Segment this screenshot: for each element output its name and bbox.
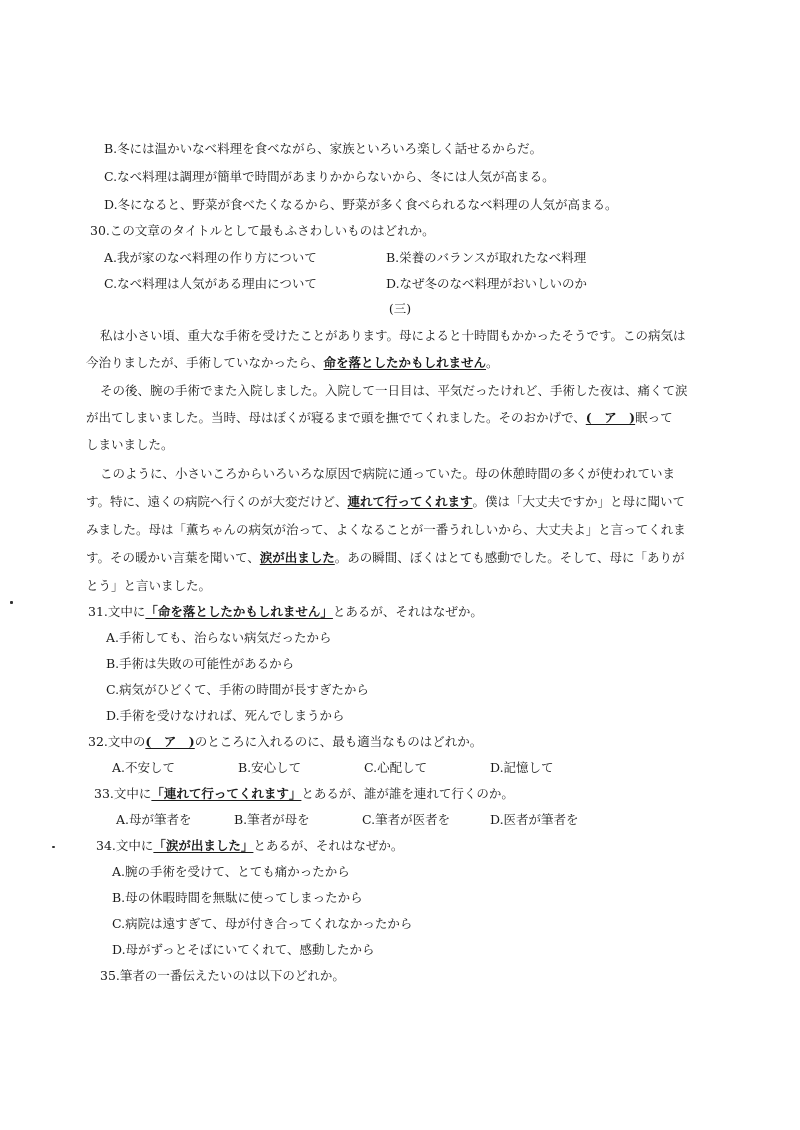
passage-p3-line2 — [86, 493, 685, 511]
q30-option-b: B.栄養のバランスが取れたなべ料理 — [386, 250, 587, 265]
q34-option-c: C.病院は遠すぎて、母が付き合ってくれなかったから — [112, 916, 413, 931]
q32-question — [88, 733, 482, 751]
q31-question — [88, 603, 483, 621]
question-quote: 「連れて行ってくれます」 — [151, 786, 302, 801]
underlined-phrase-1: 命を落としたかもしれません — [323, 355, 487, 370]
question-text: とあるが、それはなぜか。 — [332, 604, 483, 619]
passage-text: 。僕は「大丈夫ですか」と母に聞いて — [472, 494, 686, 509]
passage-text: 。あの瞬間、ぼくはとても感動でした。そして、母に「ありが — [334, 550, 685, 565]
passage-p3-line1: このように、小さいころからいろいろな原因で病院に通っていた。母の休憩時間の多くが使われていま — [100, 466, 676, 481]
q29-option-d: D.冬になると、野菜が食べたくなるから、野菜が多く食べられるなべ料理の人気が高まる。 — [104, 197, 618, 212]
passage-text: 。 — [486, 355, 499, 370]
passage-p3-line3: みました。母は「薫ちゃんの病気が治って、よくなることが一番うれしいから、大丈夫よ」と言ってくれま — [86, 522, 686, 537]
q30-option-a: A.我が家のなべ料理の作り方について — [104, 250, 317, 265]
question-text: とあるが、それはなぜか。 — [253, 838, 404, 853]
question-text: 31.文中に — [88, 604, 146, 619]
q32-option-b: B.安心して — [238, 760, 302, 775]
question-quote: 「涙が出ました」 — [153, 838, 254, 853]
section-heading: (三) — [388, 301, 412, 316]
q31-option-c: C.病気がひどくて、手術の時間が長すぎたから — [106, 682, 369, 697]
question-text: とあるが、誰が誰を連れて行くのか。 — [301, 786, 514, 801]
q31-option-d: D.手術を受けなければ、死んでしまうから — [106, 708, 345, 723]
scan-speck — [52, 846, 55, 848]
q35-question: 35.筆者の一番伝えたいのは以下のどれか。 — [100, 968, 345, 983]
q33-question — [94, 785, 514, 803]
q29-option-b: B.冬には温かいなべ料理を食べながら、家族といろいろ楽しく話せるからだ。 — [104, 141, 543, 156]
q30-option-d: D.なぜ冬のなべ料理がおいしいのか — [386, 276, 588, 291]
question-quote: 「命を落としたかもしれません」 — [145, 604, 333, 619]
question-text: 33.文中に — [94, 786, 152, 801]
passage-p2-line3: しまいました。 — [86, 437, 174, 452]
passage-p3-line5: とう」と言いました。 — [86, 578, 212, 593]
blank-a: ( ア ) — [585, 410, 636, 425]
passage-text: 今治りましたが、手術していなかったら、 — [86, 355, 324, 370]
q29-option-c: C.なべ料理は調理が簡単で時間があまりかからないから、冬には人気が高まる。 — [104, 169, 555, 184]
scan-speck — [10, 601, 13, 604]
q33-option-d: D.医者が筆者を — [490, 812, 579, 827]
q32-option-c: C.心配して — [364, 760, 428, 775]
passage-p2-line2 — [86, 409, 673, 427]
q31-option-b: B.手術は失敗の可能性があるから — [106, 656, 295, 671]
passage-p3-line4 — [86, 549, 685, 567]
q32-option-d: D.記憶して — [490, 760, 554, 775]
underlined-phrase-3: 涙が出ました — [259, 550, 335, 565]
passage-p1-line1: 私は小さい頃、重大な手術を受けたことがあります。母によると十時間もかかったそうです。この病気は — [100, 328, 686, 343]
question-text: のところに入れるのに、最も適当なものはどれか。 — [194, 734, 483, 749]
q30-question: 30.この文章のタイトルとして最もふさわしいものはどれか。 — [90, 223, 435, 238]
underlined-phrase-2: 連れて行ってくれます — [347, 494, 473, 509]
passage-text: 眠って — [635, 410, 673, 425]
q34-option-a: A.腕の手術を受けて、とても痛かったから — [112, 864, 350, 879]
q30-option-c: C.なべ料理は人気がある理由について — [104, 276, 317, 291]
passage-p2-line1: その後、腕の手術でまた入院しました。入院して一日目は、平気だったけれど、手術した夜は、痛くて涙 — [100, 383, 688, 398]
passage-text: す。その暖かい言葉を聞いて、 — [86, 550, 260, 565]
question-text: 34.文中に — [96, 838, 154, 853]
q32-option-a: A.不安して — [112, 760, 176, 775]
q33-option-c: C.筆者が医者を — [362, 812, 451, 827]
passage-p1-line2 — [86, 354, 499, 372]
q34-question — [96, 837, 403, 855]
q34-option-b: B.母の休暇時間を無駄に使ってしまったから — [112, 890, 363, 905]
q31-option-a: A.手術しても、治らない病気だったから — [106, 630, 332, 645]
q33-option-b: B.筆者が母を — [234, 812, 310, 827]
passage-text: が出てしまいました。当時、母はぼくが寝るまで頭を撫でてくれました。そのおかげで、 — [86, 410, 586, 425]
passage-text: す。特に、遠くの病院へ行くのが大変だけど、 — [86, 494, 348, 509]
question-text: 32.文中の — [88, 734, 146, 749]
q34-option-d: D.母がずっとそばにいてくれて、感動したから — [112, 942, 375, 957]
q33-option-a: A.母が筆者を — [116, 812, 192, 827]
blank-a: ( ア ) — [145, 734, 195, 749]
